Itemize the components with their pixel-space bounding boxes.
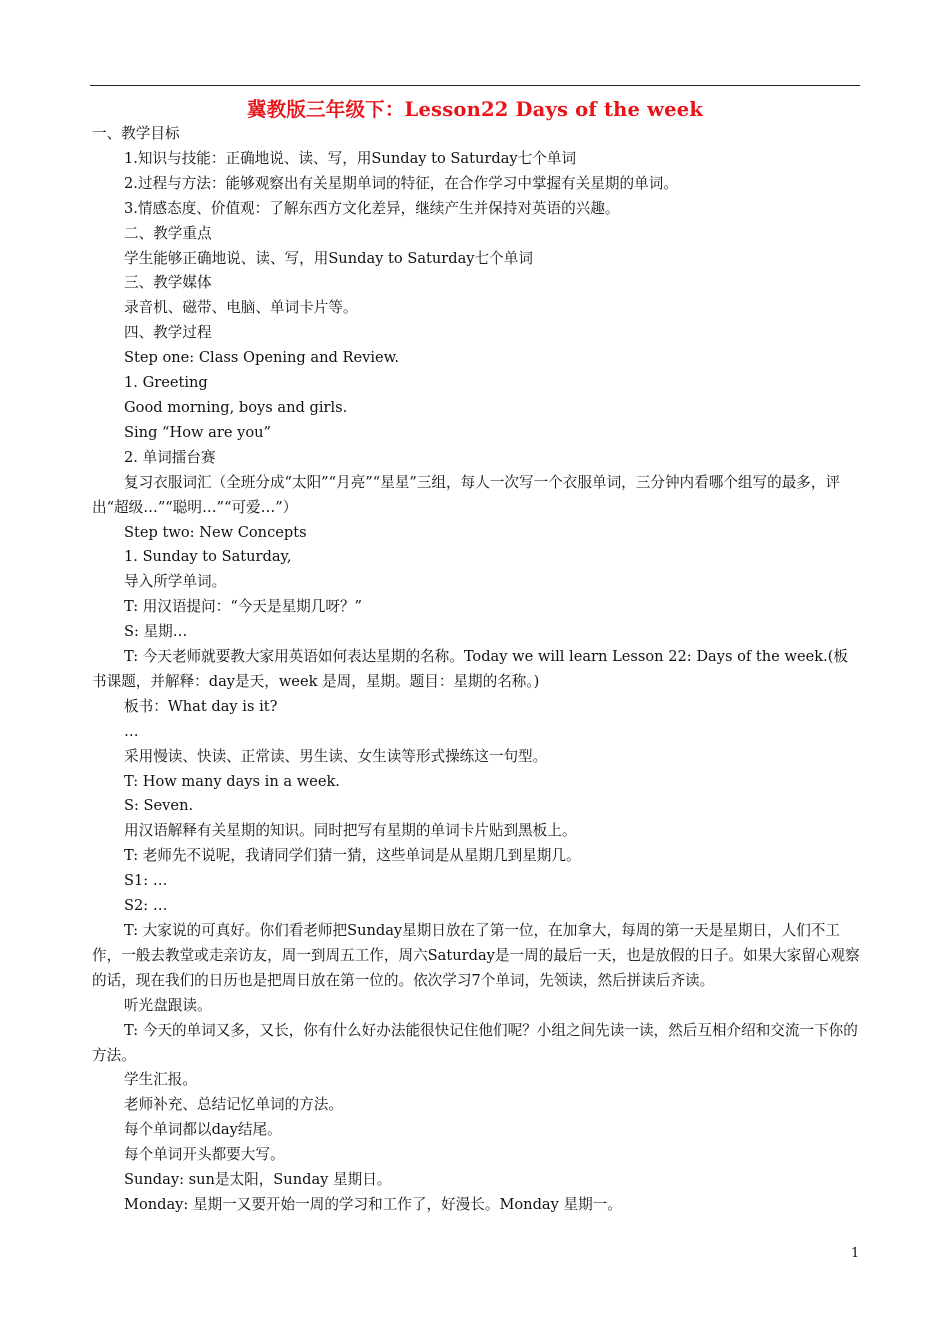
- paragraph: T: 今天的单词又多，又长，你有什么好办法能很快记住他们呢？小组之间先读一读，然后互相介绍和交流一下你的方法。: [92, 1021, 858, 1064]
- header-rule: [90, 85, 860, 86]
- paragraph: S: Seven.: [124, 797, 194, 815]
- paragraph: 每个单词都以day结尾。: [124, 1121, 282, 1139]
- paragraph: 学生汇报。: [124, 1071, 197, 1089]
- paragraph: 3.情感态度、价值观：了解东西方文化差异，继续产生并保持对英语的兴趣。: [124, 199, 620, 217]
- paragraph: 复习衣服词汇（全班分成“太阳”“月亮”“星星”三组，每人一次写一个衣服单词，三分钟内看哪个组写的最多，评出“超级…”“聪明…”“可爱…”）: [92, 473, 841, 516]
- paragraph: Step two: New Concepts: [124, 523, 307, 541]
- paragraph: 二、教学重点: [124, 224, 212, 242]
- paragraph: S2: …: [124, 897, 168, 915]
- paragraph: 板书：What day is it?: [124, 697, 278, 715]
- paragraph: S: 星期…: [124, 623, 188, 641]
- paragraph: 2. 单词擂台赛: [124, 448, 216, 466]
- paragraph: 一、教学目标: [92, 125, 180, 142]
- paragraph: 听光盘跟读。: [124, 996, 212, 1014]
- paragraph: 每个单词开头都要大写。: [124, 1146, 285, 1164]
- paragraph: T: How many days in a week.: [124, 772, 340, 790]
- paragraph: 2.过程与方法：能够观察出有关星期单词的特征，在合作学习中掌握有关星期的单词。: [124, 174, 678, 192]
- paragraph: 学生能够正确地说、读、写，用Sunday to Saturday七个单词: [124, 249, 533, 267]
- paragraph: 1.知识与技能：正确地说、读、写，用Sunday to Saturday七个单词: [124, 149, 577, 167]
- page-number: 1: [851, 1246, 860, 1261]
- paragraph: 四、教学过程: [124, 324, 212, 342]
- paragraph: T: 大家说的可真好。你们看老师把Sunday星期日放在了第一位，在加拿大，每周的第一天是星期日，人们不工作，一般去教堂或走亲访友，周一到周五工作，周六Saturday是一周的最后一天，也是放假的日子。如果大家留心观察的话，现在我们的日历也是把周日放在第一位的。依次学习7个单词，先领读，然后拼读后齐读。: [92, 922, 860, 989]
- paragraph: Step one: Class Opening and Review.: [124, 349, 400, 367]
- paragraph: T: 用汉语提问：“今天是星期几呀？”: [124, 598, 363, 616]
- paragraph: 老师补充、总结记忆单词的方法。: [124, 1096, 343, 1114]
- paragraph: Sunday: sun是太阳，Sunday 星期日。: [124, 1171, 392, 1189]
- paragraph: T: 老师先不说呢，我请同学们猜一猜，这些单词是从星期几到星期几。: [124, 847, 581, 865]
- paragraph: …: [124, 722, 139, 740]
- paragraph: Monday: 星期一又要开始一周的学习和工作了，好漫长。Monday 星期一。: [124, 1195, 622, 1213]
- paragraph: 1. Greeting: [124, 374, 208, 392]
- paragraph: Sing “How are you”: [124, 423, 271, 441]
- paragraph: 三、教学媒体: [124, 274, 212, 292]
- paragraph: Good morning, boys and girls.: [124, 398, 348, 416]
- paragraph: T: 今天老师就要教大家用英语如何表达星期的名称。Today we will learn Lesson 22: Days of the week.(板书课题，并解释：day是天，week 是周，星期。题目：星期的名称。): [92, 648, 848, 690]
- paragraph: 采用慢读、快读、正常读、男生读、女生读等形式操练这一句型。: [124, 747, 548, 765]
- paragraph: 1. Sunday to Saturday,: [124, 548, 292, 566]
- paragraph: 录音机、磁带、电脑、单词卡片等。: [124, 299, 358, 317]
- document-title: 冀教版三年级下：Lesson22 Days of the week: [246, 98, 704, 121]
- paragraph: S1: …: [124, 872, 168, 890]
- document-body: [92, 122, 860, 1218]
- paragraph: 导入所学单词。: [124, 573, 227, 591]
- paragraph: 用汉语解释有关星期的知识。同时把写有星期的单词卡片贴到黑板上。: [124, 822, 577, 840]
